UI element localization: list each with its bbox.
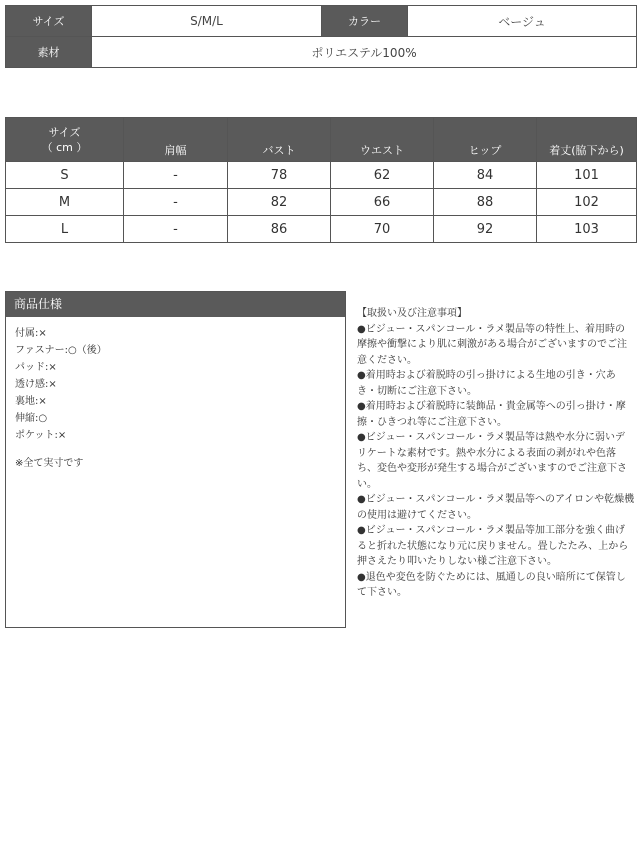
cell-length: 103 bbox=[537, 216, 637, 243]
table-row bbox=[6, 189, 637, 216]
spec-row-size-color bbox=[6, 6, 637, 37]
size-label: サイズ bbox=[6, 6, 92, 37]
care-item: ●ビジュー・スパンコール・ラメ製品等へのアイロンや乾燥機の使用は避けてください。 bbox=[357, 494, 635, 521]
product-spec-title: 商品仕様 bbox=[6, 292, 345, 317]
size-table bbox=[5, 117, 637, 243]
header-unit: （ cm ） bbox=[41, 140, 88, 154]
care-notes bbox=[357, 306, 635, 601]
list-item: ポケット:× bbox=[15, 430, 67, 441]
list-item: 裏地:× bbox=[15, 396, 47, 407]
size-table-header bbox=[6, 118, 637, 162]
list-item: 透け感:× bbox=[15, 379, 57, 390]
size-value: S/M/L bbox=[92, 6, 322, 37]
cell-shoulder: - bbox=[124, 216, 228, 243]
cell-waist: 62 bbox=[331, 162, 434, 189]
cell-size: L bbox=[6, 216, 124, 243]
care-item: ●着用時および着脱時に装飾品・貴金属等への引っ掛け・摩擦・ひきつれ等にご注意下さい。 bbox=[357, 401, 626, 428]
header-size-label: サイズ bbox=[48, 125, 81, 139]
color-label: カラー bbox=[322, 6, 408, 37]
header-waist: ウエスト bbox=[331, 118, 434, 162]
cell-waist: 66 bbox=[331, 189, 434, 216]
cell-waist: 70 bbox=[331, 216, 434, 243]
cell-hip: 84 bbox=[434, 162, 537, 189]
cell-shoulder: - bbox=[124, 189, 228, 216]
list-item: ファスナー:○（後） bbox=[15, 345, 107, 356]
measurement-note: ※全て実寸です bbox=[15, 458, 84, 469]
cell-bust: 86 bbox=[228, 216, 331, 243]
material-value: ポリエステル100% bbox=[92, 37, 637, 68]
header-hip: ヒップ bbox=[434, 118, 537, 162]
cell-hip: 88 bbox=[434, 189, 537, 216]
product-spec-box bbox=[5, 291, 346, 628]
care-item: ●ビジュー・スパンコール・ラメ製品等は熱や水分に弱いデリケートな素材です。熱や水分による表面の剥がれや色落ち、変色や変形が発生する場合がございますのでご注意下さい。 bbox=[357, 432, 627, 490]
care-item: ●退色や変色を防ぐためには、風通しの良い暗所にて保管して下さい。 bbox=[357, 571, 626, 598]
cell-hip: 92 bbox=[434, 216, 537, 243]
list-item: 伸縮:○ bbox=[15, 413, 48, 424]
table-row bbox=[6, 216, 637, 243]
spec-table bbox=[5, 5, 637, 68]
care-item: ●ビジュー・スパンコール・ラメ製品等加工部分を強く曲げると折れた状態になり元に戻りません。畳したたみ、上から押さえたり叩いたりしない様ご注意下さい。 bbox=[357, 525, 629, 567]
list-item: 付属:× bbox=[15, 328, 47, 339]
table-row bbox=[6, 162, 637, 189]
color-value: ベージュ bbox=[408, 6, 637, 37]
product-spec-list bbox=[6, 317, 345, 472]
header-bust: バスト bbox=[228, 118, 331, 162]
cell-size: S bbox=[6, 162, 124, 189]
cell-length: 101 bbox=[537, 162, 637, 189]
cell-size: M bbox=[6, 189, 124, 216]
care-title: 【取扱い及び注意事項】 bbox=[357, 308, 467, 319]
cell-shoulder: - bbox=[124, 162, 228, 189]
list-item: パッド:× bbox=[15, 362, 57, 373]
cell-bust: 78 bbox=[228, 162, 331, 189]
spec-row-material bbox=[6, 37, 637, 68]
cell-length: 102 bbox=[537, 189, 637, 216]
care-item: ●着用時および着脱時の引っ掛けによる生地の引き・穴あき・切断にご注意下さい。 bbox=[357, 370, 616, 397]
cell-bust: 82 bbox=[228, 189, 331, 216]
material-label: 素材 bbox=[6, 37, 92, 68]
header-shoulder: 肩幅 bbox=[124, 118, 228, 162]
care-item: ●ビジュー・スパンコール・ラメ製品等の特性上、着用時の摩擦や衝撃により肌に刺激がある場合がございますのでご注意ください。 bbox=[357, 323, 627, 366]
header-length: 着丈(脇下から) bbox=[537, 118, 637, 162]
header-size bbox=[6, 118, 124, 162]
